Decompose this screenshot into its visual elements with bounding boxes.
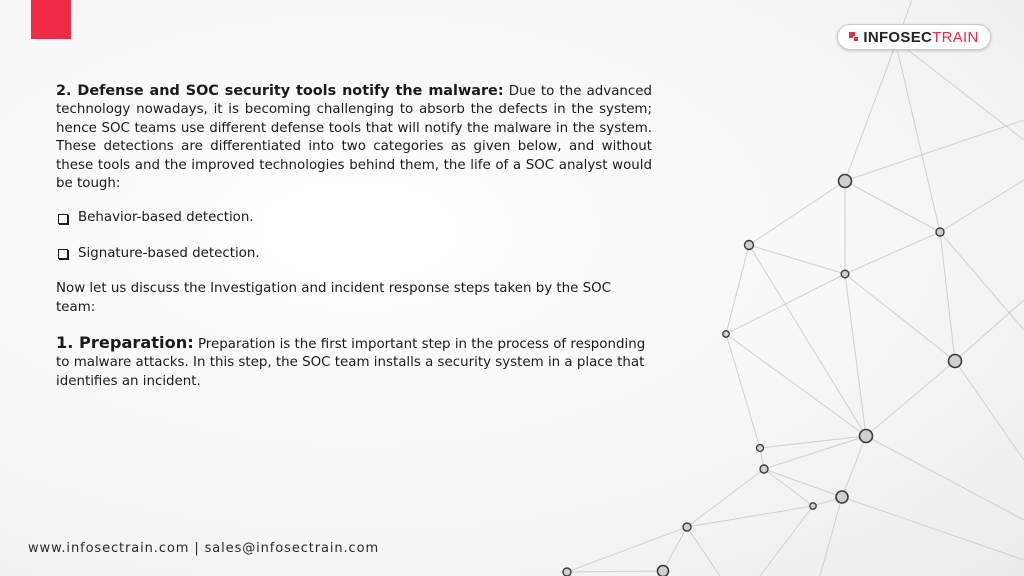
logo-icon: [849, 32, 859, 42]
step-paragraph: [56, 334, 652, 391]
step-body: Preparation is the first important step in the process of responding to malware attacks. In this step, the SOC team installs a security system in a place that identifies an incident.: [56, 337, 646, 389]
section-body: Due to the advanced technology nowadays, it is becoming challenging to absorb the defects in the system; hence SOC teams use different defense tools that will notify the malware in the system. These detections are differentiated into two categories as given below, and without these tools and the improved technologies behind them, the life of a SOC analyst would be tough:: [56, 84, 652, 192]
checkbox-bullet-icon: [58, 249, 68, 259]
logo-text-infosec: INFOSEC: [863, 28, 933, 46]
bullet-text: Behavior-based detection.: [78, 210, 254, 226]
intro-paragraph: Now let us discuss the Investigation and incident response steps taken by the SOC team:: [56, 281, 612, 315]
infosectrain-logo: [837, 24, 991, 50]
section-paragraph: [56, 82, 652, 193]
bullet-text: Signature-based detection.: [78, 245, 260, 261]
logo-text-train: TRAIN: [932, 28, 979, 46]
list-item: [56, 245, 652, 263]
step-heading: 1. Preparation:: [56, 333, 194, 353]
main-content: [56, 82, 652, 391]
section-heading: 2. Defense and SOC security tools notify the malware:: [56, 83, 504, 99]
checkbox-bullet-icon: [58, 214, 68, 224]
footer-contact: www.infosectrain.com | sales@infosectrain.com: [28, 541, 380, 556]
list-item: [56, 209, 652, 227]
